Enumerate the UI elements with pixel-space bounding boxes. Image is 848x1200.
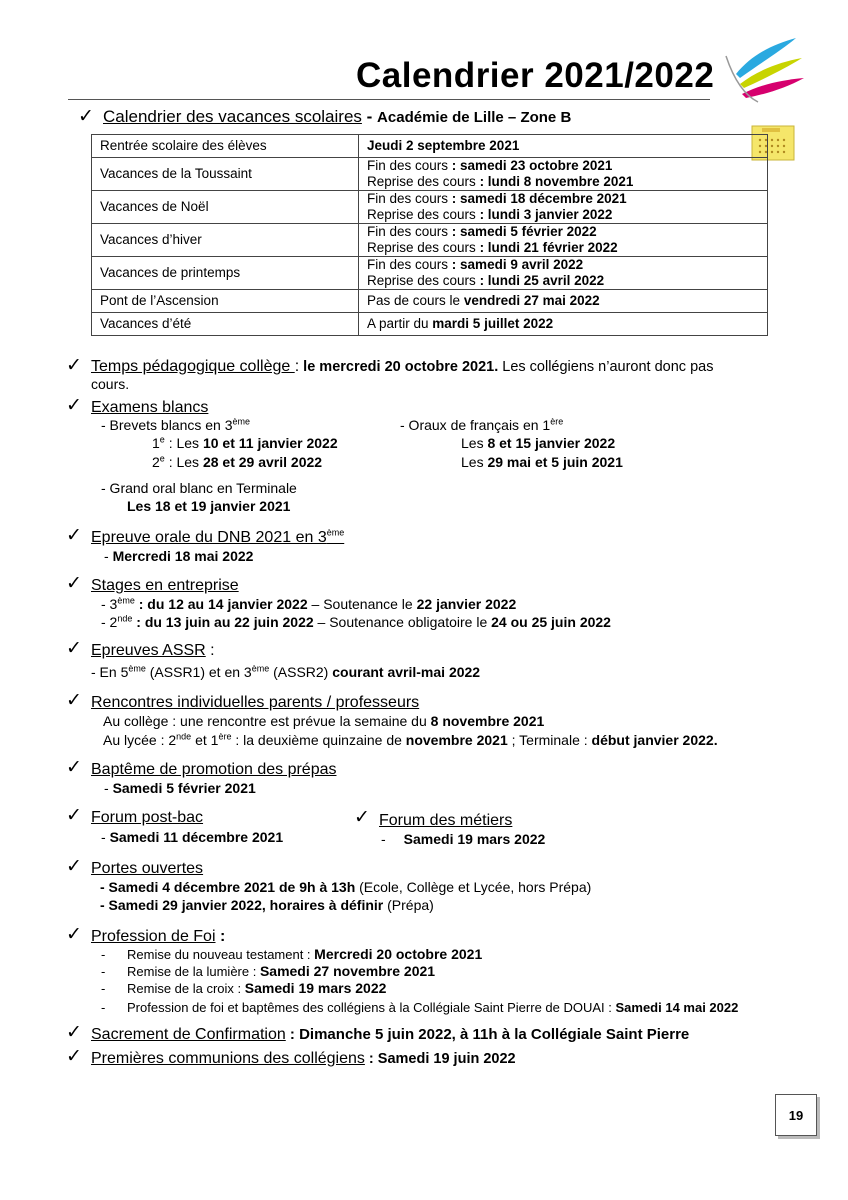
oraux-1-line: Les 8 et 15 janvier 2022 [461, 435, 616, 451]
forum-metiers-date-line: - Samedi 19 mars 2022 [381, 831, 546, 847]
table-row: Vacances d’hiver Fin des cours : samedi 5 février 2022 Reprise des cours : lundi 21 février 2022 [92, 224, 768, 257]
forum-metiers-heading: Forum des métiers [379, 812, 513, 829]
portes-line-2: - Samedi 29 janvier 2022, horaires à définir (Prépa) [100, 897, 434, 913]
profession-list [101, 946, 738, 1018]
grand-oral-date: Les 18 et 19 janvier 2021 [127, 498, 291, 514]
examens-heading: Examens blancs [91, 399, 209, 416]
table-row: Vacances de Noël Fin des cours : samedi 18 décembre 2021 Reprise des cours : lundi 3 janvier 2022 [92, 191, 768, 224]
table-row: Vacances de printemps Fin des cours : samedi 9 avril 2022 Reprise des cours : lundi 25 avril 2022 [92, 257, 768, 290]
check-icon: ✓ [66, 757, 82, 778]
confirmation-section: Sacrement de Confirmation : Dimanche 5 juin 2022, à 11h à la Collégiale Saint Pierre [91, 1026, 690, 1043]
dnb-date-line: - Mercredi 18 mai 2022 [104, 548, 254, 564]
vacances-table [91, 134, 768, 336]
portes-heading: Portes ouvertes [91, 860, 204, 877]
check-icon: ✓ [66, 573, 82, 594]
profession-heading: Profession de Foi : [91, 928, 226, 945]
check-icon: ✓ [66, 355, 82, 376]
stages-3e-line: - 3ème : du 12 au 14 janvier 2022 – Soutenance le 22 janvier 2022 [101, 595, 517, 612]
communions-section: Premières communions des collégiens : Samedi 19 juin 2022 [91, 1050, 516, 1067]
page-title: Calendrier 2021/2022 [356, 56, 715, 95]
check-icon: ✓ [66, 924, 82, 945]
check-icon: ✓ [66, 690, 82, 711]
rencontres-college-line: Au collège : une rencontre est prévue la semaine du 8 novembre 2021 [103, 713, 545, 729]
list-item: - Profession de foi et baptêmes des collégiens à la Collégiale Saint Pierre de DOUAI : Samedi 14 mai 2022 [101, 1000, 739, 1015]
temps-continuation: cours. [91, 376, 130, 392]
title-divider [68, 99, 710, 100]
brevet-2-line: 2e : Les 28 et 29 avril 2022 [152, 453, 323, 470]
check-icon: ✓ [66, 856, 82, 877]
rencontres-heading: Rencontres individuelles parents / professeurs [91, 694, 420, 711]
portes-line-1: - Samedi 4 décembre 2021 de 9h à 13h (Ecole, Collège et Lycée, hors Prépa) [100, 879, 592, 895]
table-row: Vacances d’été A partir du mardi 5 juillet 2022 [92, 313, 768, 336]
forum-postbac-date-line: - Samedi 11 décembre 2021 [101, 829, 284, 845]
table-row: Pont de l’Ascension Pas de cours le vendredi 27 mai 2022 [92, 290, 768, 313]
check-icon: ✓ [66, 805, 82, 826]
assr-heading: Epreuves ASSR : [91, 642, 215, 659]
dnb-heading: Epreuve orale du DNB 2021 en 3ème [91, 527, 345, 546]
bapteme-heading: Baptême de promotion des prépas [91, 761, 337, 778]
check-icon: ✓ [66, 1022, 82, 1043]
brevets-line: - Brevets blancs en 3ème [101, 416, 251, 433]
brush-strokes-logo [722, 34, 806, 104]
oraux-2-line: Les 29 mai et 5 juin 2021 [461, 454, 623, 470]
table-row: Rentrée scolaire des élèves Jeudi 2 septembre 2021 [92, 135, 768, 158]
check-icon: ✓ [354, 807, 370, 828]
brevet-1-line: 1e : Les 10 et 11 janvier 2022 [152, 434, 338, 451]
stages-heading: Stages en entreprise [91, 577, 239, 594]
stages-2nde-line: - 2nde : du 13 juin au 22 juin 2022 – Soutenance obligatoire le 24 ou 25 juin 2022 [101, 613, 611, 630]
check-icon: ✓ [78, 106, 94, 127]
grand-oral-line: - Grand oral blanc en Terminale [101, 480, 297, 496]
check-icon: ✓ [66, 525, 82, 546]
temps-section: Temps pédagogique collège : le mercredi 20 octobre 2021. Les collégiens n’auront donc pas [91, 358, 714, 375]
list-item: - Remise du nouveau testament : Mercredi 20 octobre 2021 [101, 946, 483, 962]
table-row: Vacances de la Toussaint Fin des cours : samedi 23 octobre 2021 Reprise des cours : lundi 8 novembre 2021 [92, 158, 768, 191]
check-icon: ✓ [66, 638, 82, 659]
forum-postbac-heading: Forum post-bac [91, 809, 204, 826]
bapteme-date-line: - Samedi 5 février 2021 [104, 780, 256, 796]
vacances-heading: Calendrier des vacances scolaires - Académie de Lille – Zone B [103, 107, 572, 126]
oraux-line: - Oraux de français en 1ère [400, 416, 564, 433]
check-icon: ✓ [66, 1046, 82, 1067]
page-number: 19 [775, 1094, 817, 1136]
assr-line: - En 5ème (ASSR1) et en 3ème (ASSR2) courant avril-mai 2022 [91, 663, 481, 680]
list-item: - Remise de la lumière : Samedi 27 novembre 2021 [101, 963, 436, 979]
check-icon: ✓ [66, 395, 82, 416]
rencontres-lycee-line: Au lycée : 2nde et 1ère : la deuxième quinzaine de novembre 2021 ; Terminale : début janvier 2022. [103, 731, 718, 748]
list-item: - Remise de la croix : Samedi 19 mars 2022 [101, 980, 387, 996]
